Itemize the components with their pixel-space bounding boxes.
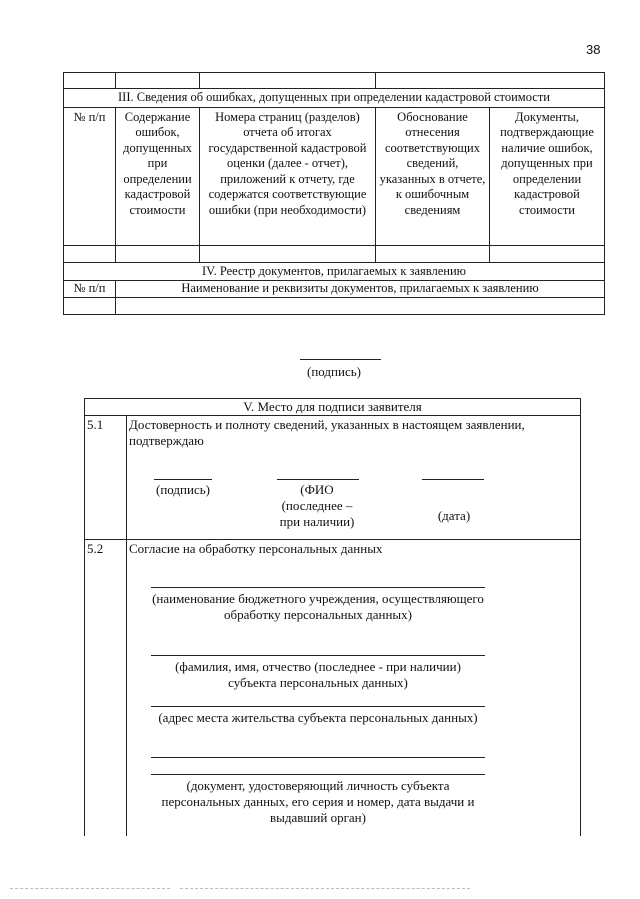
col-header-number: № п/п bbox=[64, 107, 116, 245]
section-3-header-row bbox=[64, 107, 605, 245]
institution-caption: (наименование бюджетного учреждения, осуществляющего обработку персональных данных) bbox=[152, 591, 484, 622]
signature-label: (подпись) bbox=[307, 364, 361, 379]
full-name-caption: (ФИО (последнее – при наличии) bbox=[279, 482, 355, 529]
identity-document-field-1[interactable] bbox=[151, 757, 485, 758]
section-4-header-row bbox=[64, 281, 605, 298]
subject-name-caption: (фамилия, имя, отчество (последнее - при наличии) субъекта персональных данных) bbox=[175, 659, 461, 690]
cell bbox=[64, 245, 116, 262]
scan-edge bbox=[0, 888, 640, 890]
section-4-empty-row bbox=[64, 297, 605, 314]
cell bbox=[116, 297, 605, 314]
institution-name-field[interactable] bbox=[151, 587, 485, 588]
applicant-signature-table bbox=[84, 398, 581, 836]
col-header-documents: Документы, подтверждающие наличие ошибок, допущенных при определении кадастровой стоимости bbox=[490, 107, 605, 245]
section-4-title-row bbox=[64, 262, 605, 281]
signature-line bbox=[300, 359, 381, 360]
cell bbox=[64, 73, 116, 89]
row-5-1-content bbox=[127, 416, 581, 540]
cell bbox=[200, 73, 376, 89]
identity-document-caption: (документ, удостоверяющий личность субъекта персональных данных, его серия и номер, дата выдачи и выдавший орган) bbox=[161, 778, 475, 825]
col-header-error-content: Содержание ошибок, допущенных при определении кадастровой стоимости bbox=[116, 107, 200, 245]
row-number: 5.1 bbox=[85, 416, 127, 540]
section-4-title: IV. Реестр документов, прилагаемых к заявлению bbox=[64, 262, 605, 281]
address-caption: (адрес места жительства субъекта персональных данных) bbox=[158, 710, 478, 725]
cell bbox=[490, 245, 605, 262]
address-field[interactable] bbox=[151, 706, 485, 707]
row-5-2-content bbox=[127, 540, 581, 837]
date-caption: (дата) bbox=[437, 508, 471, 523]
section-5-title-row bbox=[85, 399, 581, 416]
cell bbox=[376, 245, 490, 262]
errors-table bbox=[63, 72, 605, 315]
page-number: 38 bbox=[586, 42, 601, 57]
subject-name-field[interactable] bbox=[151, 655, 485, 656]
signature-field[interactable] bbox=[154, 479, 212, 480]
section-3-title-row bbox=[64, 89, 605, 108]
col-header-number: № п/п bbox=[64, 281, 116, 298]
row-5-1 bbox=[85, 416, 581, 540]
consent-text: Согласие на обработку персональных данных bbox=[129, 541, 383, 556]
cell bbox=[200, 245, 376, 262]
cell bbox=[116, 73, 200, 89]
date-field[interactable] bbox=[422, 479, 484, 480]
confirmation-text: Достоверность и полноту сведений, указанных в настоящем заявлении, подтверждаю bbox=[129, 417, 525, 448]
cell bbox=[116, 245, 200, 262]
section-3-empty-row bbox=[64, 245, 605, 262]
signature-caption: (подпись) bbox=[156, 482, 210, 497]
section-3-title: III. Сведения об ошибках, допущенных при определении кадастровой стоимости bbox=[64, 89, 605, 108]
col-header-report-pages: Номера страниц (разделов) отчета об итогах государственной кадастровой оценки (далее - отчет), приложений к отчету, где содержатся соответствующие ошибки (при необходимости) bbox=[200, 107, 376, 245]
row-5-2 bbox=[85, 540, 581, 837]
cell bbox=[376, 73, 605, 89]
section-5-title: V. Место для подписи заявителя bbox=[85, 399, 581, 416]
full-name-field[interactable] bbox=[277, 479, 359, 480]
cell bbox=[64, 297, 116, 314]
col-header-doc-names: Наименование и реквизиты документов, прилагаемых к заявлению bbox=[116, 281, 605, 298]
row-number: 5.2 bbox=[85, 540, 127, 837]
top-empty-row bbox=[64, 73, 605, 89]
identity-document-field-2[interactable] bbox=[151, 774, 485, 775]
col-header-justification: Обоснование отнесения соответствующих сведений, указанных в отчете, к ошибочным сведениям bbox=[376, 107, 490, 245]
